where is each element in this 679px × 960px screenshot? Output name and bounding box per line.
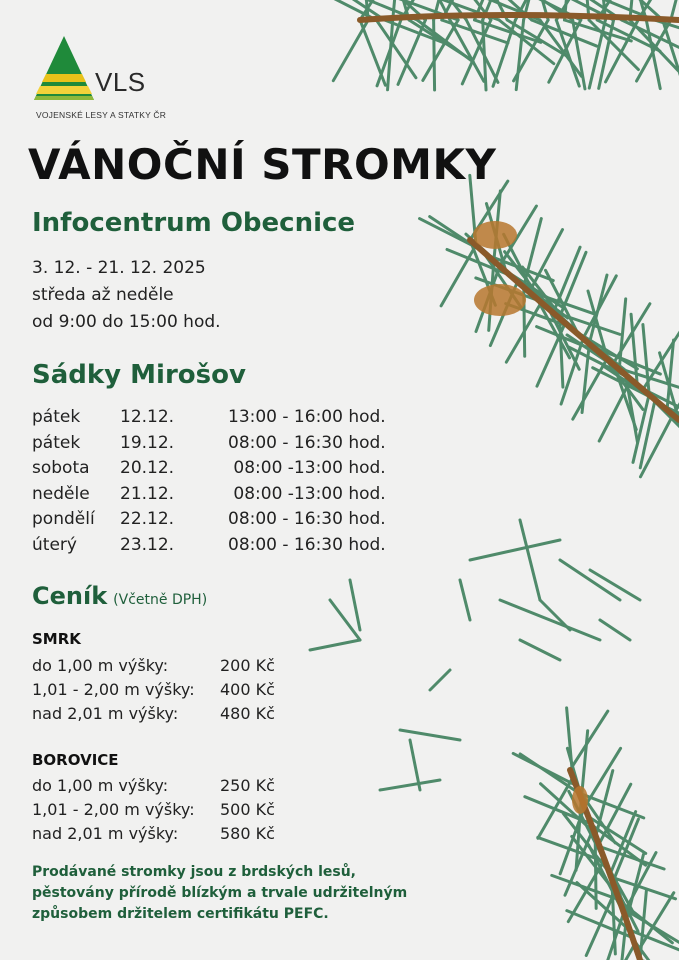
schedule-time: 08:00 - 16:30 hod.	[228, 534, 386, 555]
schedule-day: neděle	[32, 483, 90, 504]
price-row	[32, 800, 275, 819]
smrk-label: SMRK	[32, 630, 81, 648]
schedule-time: 08:00 - 16:30 hod.	[228, 432, 386, 453]
schedule-day: pátek	[32, 407, 81, 427]
price-value: 500 Kč	[220, 800, 275, 819]
cenik-title: Ceník	[32, 582, 108, 610]
infocentrum-hours: od 9:00 do 15:00 hod.	[32, 312, 221, 332]
schedule-time: 08:00 -13:00 hod.	[228, 483, 386, 504]
schedule-time: 13:00 - 16:00 hod.	[228, 407, 386, 427]
page-title: VÁNOČNÍ STROMKY	[28, 140, 497, 189]
schedule-date: 19.12.	[120, 432, 175, 453]
schedule-date: 21.12.	[120, 483, 175, 504]
price-value: 580 Kč	[220, 824, 275, 843]
price-range: 1,01 - 2,00 m výšky:	[32, 680, 195, 699]
price-value: 200 Kč	[220, 656, 275, 675]
schedule-date: 22.12.	[120, 509, 175, 529]
price-range: do 1,00 m výšky:	[32, 776, 169, 795]
price-value: 400 Kč	[220, 680, 275, 699]
sadky-heading: Sádky Mirošov	[32, 360, 246, 390]
infocentrum-heading: Infocentrum Obecnice	[32, 208, 356, 238]
price-value: 250 Kč	[220, 776, 275, 795]
schedule-time: 08:00 -13:00 hod.	[228, 458, 386, 478]
schedule-date: 12.12.	[120, 407, 175, 427]
infocentrum-days: středa až neděle	[32, 285, 174, 305]
schedule-day: sobota	[32, 458, 90, 478]
schedule-date: 20.12.	[120, 458, 175, 478]
footer-line: Prodávané stromky jsou z brdských lesů,	[32, 864, 356, 880]
price-range: 1,01 - 2,00 m výšky:	[32, 800, 195, 819]
cenik-heading	[32, 582, 207, 610]
price-row	[32, 656, 275, 675]
price-row	[32, 824, 275, 843]
price-row	[32, 704, 275, 723]
logo-name: VLS	[95, 67, 146, 97]
footer-line: pěstovány přírodě blízkým a trvale udržitelným	[32, 885, 408, 901]
schedule-day: pondělí	[32, 509, 95, 529]
price-range: nad 2,01 m výšky:	[32, 824, 179, 843]
logo-subtitle: VOJENSKÉ LESY A STATKY ČR	[36, 110, 167, 120]
price-range: nad 2,01 m výšky:	[32, 704, 179, 723]
schedule-day: úterý	[32, 534, 77, 555]
price-value: 480 Kč	[220, 704, 275, 723]
footer-line: způsobem držitelem certifikátu PEFC.	[32, 906, 329, 922]
cenik-vat-note: (Včetně DPH)	[113, 592, 208, 608]
infocentrum-dates: 3. 12. - 21. 12. 2025	[32, 258, 206, 278]
schedule-time: 08:00 - 16:30 hod.	[228, 509, 386, 529]
schedule-date: 23.12.	[120, 534, 175, 555]
price-row	[32, 776, 275, 795]
price-range: do 1,00 m výšky:	[32, 656, 169, 675]
borovice-label: BOROVICE	[32, 751, 119, 769]
price-row	[32, 680, 275, 699]
schedule-day: pátek	[32, 432, 81, 453]
footer-note	[32, 862, 407, 925]
